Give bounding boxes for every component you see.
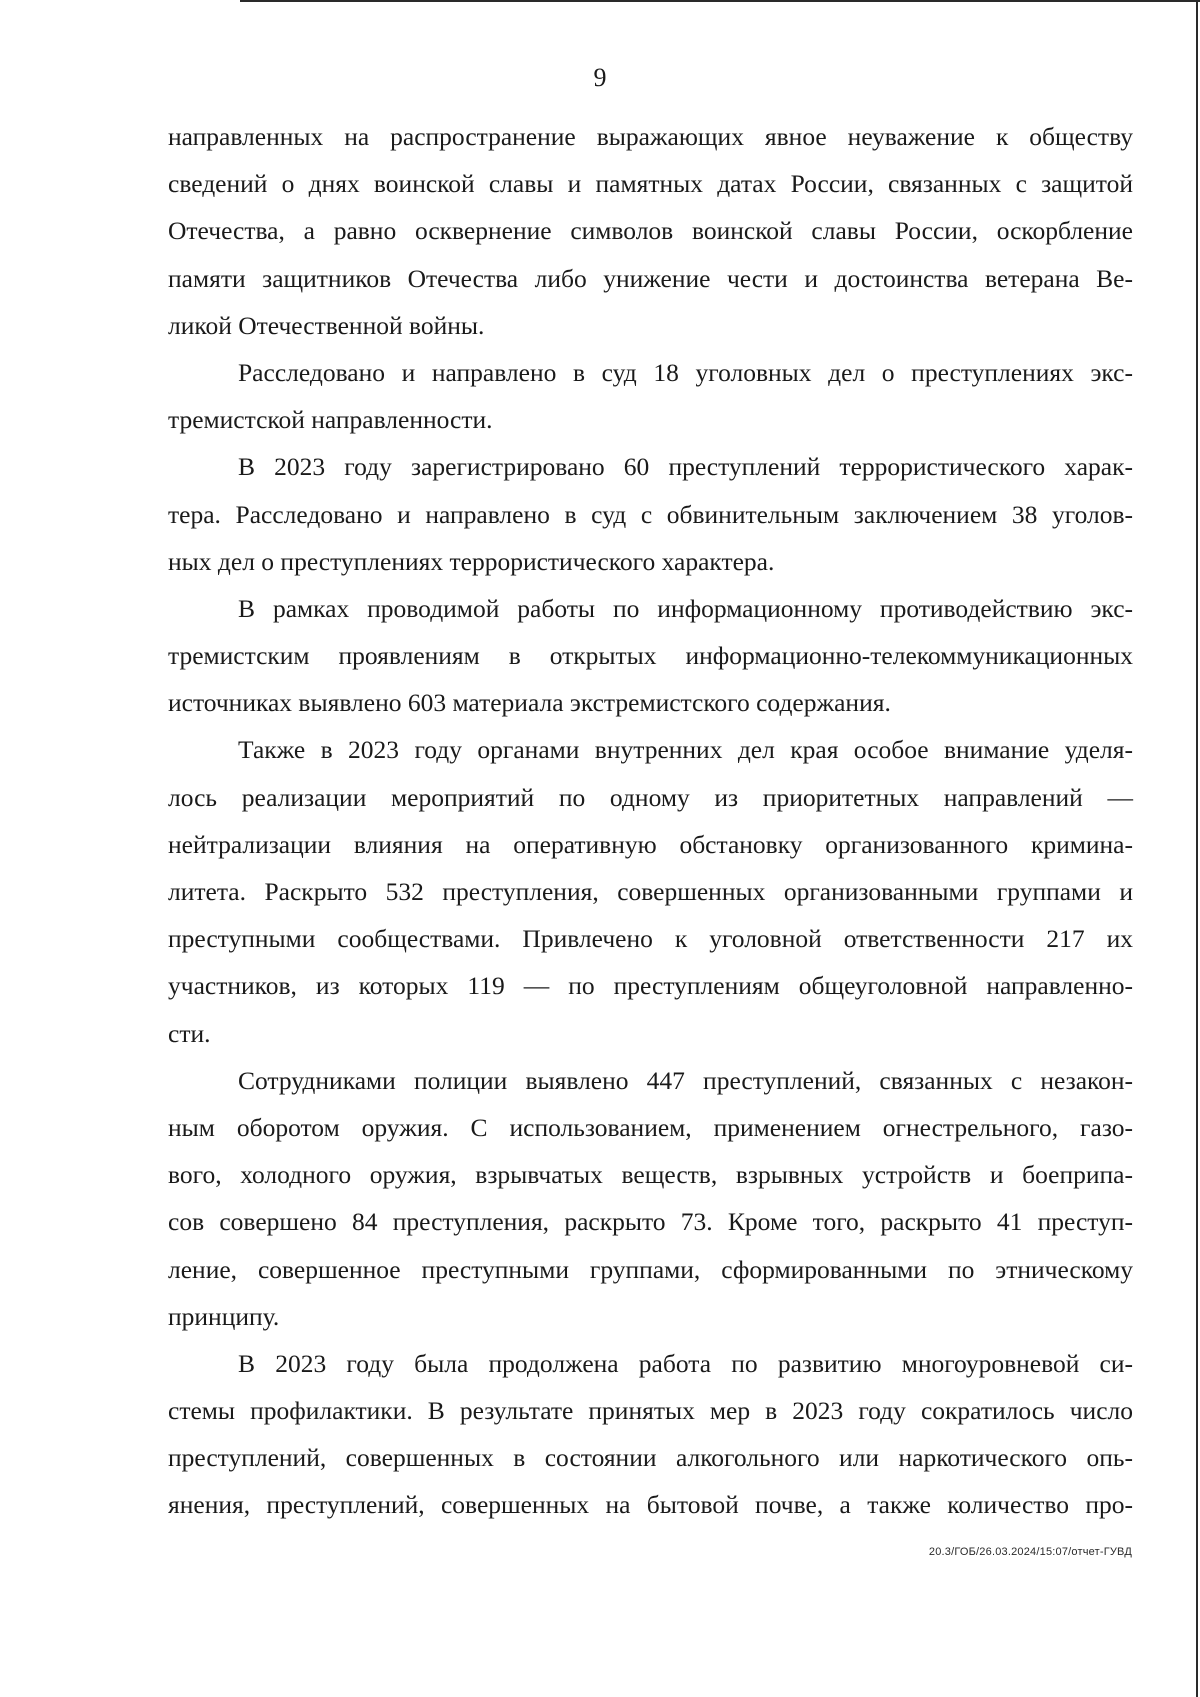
text-line: участников, из которых 119 — по преступлениям общеуголовной направленно- (168, 971, 1133, 1001)
paragraph (168, 1340, 1133, 1529)
paragraph (168, 1057, 1133, 1340)
text-line: Сотрудниками полиции выявлено 447 преступлений, связанных с незакон- (238, 1065, 1133, 1095)
paragraph (168, 726, 1133, 1056)
text-line: ным оборотом оружия. С использованием, применением огнестрельного, газо- (168, 1112, 1133, 1142)
text-line: принципу. (168, 1301, 280, 1331)
text-line: В 2023 году была продолжена работа по развитию многоуровневой си- (238, 1348, 1133, 1378)
paragraph (168, 443, 1133, 585)
text-line: лось реализации мероприятий по одному из приоритетных направлений — (168, 782, 1133, 812)
text-line: тремистской направленности. (168, 405, 493, 435)
text-line: памяти защитников Отечества либо унижение чести и достоинства ветерана Ве- (168, 263, 1133, 293)
text-line: ликой Отечественной войны. (168, 310, 485, 340)
text-line: тера. Расследовано и направлено в суд с обвинительным заключением 38 уголов- (168, 499, 1133, 529)
paragraph (168, 113, 1133, 349)
text-line: направленных на распространение выражающих явное неуважение к обществу (168, 122, 1133, 151)
text-line: янения, преступлений, совершенных на бытовой почве, а также количество про- (168, 1490, 1133, 1520)
document-body (168, 113, 1133, 1529)
text-line: Отечества, а равно осквернение символов воинской славы России, оскорбление (168, 216, 1133, 246)
text-line: сов совершено 84 преступления, раскрыто 73. Кроме того, раскрыто 41 преступ- (168, 1207, 1133, 1237)
text-line: сведений о днях воинской славы и памятных датах России, связанных с защитой (168, 169, 1133, 199)
paragraph (168, 585, 1133, 727)
text-line: тремистским проявлениям в открытых информационно-телекоммуникационных (168, 641, 1133, 671)
text-line: нейтрализации влияния на оперативную обстановку организованного кримина- (168, 829, 1133, 859)
text-line: источниках выявлено 603 материала экстремистского содержания. (168, 688, 891, 718)
scan-top-edge (240, 0, 1200, 2)
document-footer-code: 20.3/ГОБ/26.03.2024/15:07/отчет-ГУВД (928, 1546, 1132, 1558)
scan-right-edge (1196, 0, 1198, 1697)
text-line: В 2023 году зарегистрировано 60 преступлений террористического харак- (238, 452, 1133, 482)
text-line: преступными сообществами. Привлечено к уголовной ответственности 217 их (168, 924, 1133, 954)
text-line: Расследовано и направлено в суд 18 уголовных дел о преступлениях экс- (238, 357, 1133, 387)
paragraph (168, 349, 1133, 443)
text-line: ных дел о преступлениях террористического характера. (168, 546, 775, 576)
text-line: ление, совершенное преступными группами, сформированными по этническому (168, 1254, 1133, 1284)
text-line: Также в 2023 году органами внутренних дел края особое внимание уделя- (238, 735, 1133, 765)
page-number: 9 (593, 63, 607, 92)
text-line: В рамках проводимой работы по информационному противодействию экс- (238, 593, 1133, 623)
text-line: литета. Раскрыто 532 преступления, совершенных организованными группами и (168, 877, 1133, 906)
text-line: сти. (168, 1018, 211, 1048)
text-line: стемы профилактики. В результате принятых мер в 2023 году сократилось число (168, 1396, 1133, 1426)
text-line: преступлений, совершенных в состоянии алкогольного или наркотического опь- (168, 1443, 1133, 1473)
text-line: вого, холодного оружия, взрывчатых веществ, взрывных устройств и боеприпа- (168, 1160, 1133, 1190)
